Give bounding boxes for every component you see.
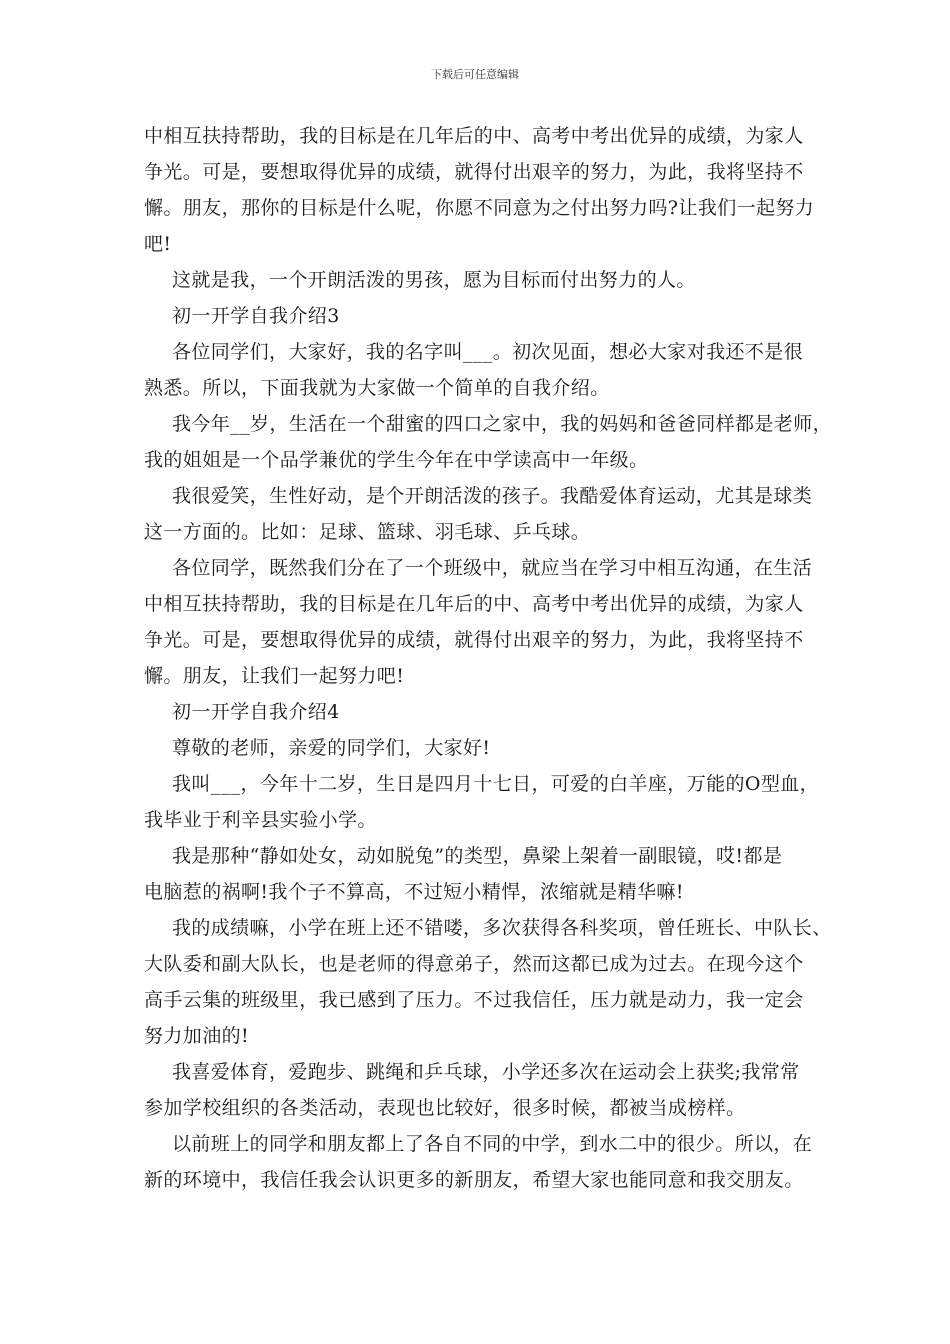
text-line: 这就是我，一个开朗活泼的男孩，愿为目标而付出努力的人。 xyxy=(172,269,696,291)
text-line: 电脑惹的祸啊!我个子不算高，不过短小精悍，浓缩就是精华嘛! xyxy=(144,881,684,903)
text-line: 大队委和副大队长，也是老师的得意弟子，然而这都已成为过去。在现今这个 xyxy=(144,953,804,975)
text-line: 各位同学们，大家好，我的名字叫___。初次见面，想必大家对我还不是很 xyxy=(172,341,804,363)
text-line: 我是那种“静如处女，动如脱兔”的类型，鼻梁上架着一副眼镜，哎!都是 xyxy=(172,845,783,867)
text-line: 我今年__岁，生活在一个甜蜜的四口之家中，我的妈妈和爸爸同样都是老师， xyxy=(172,413,833,435)
text-line: 我很爱笑，生性好动，是个开朗活泼的孩子。我酷爱体育运动，尤其是球类 xyxy=(172,485,813,507)
text-line: 中相互扶持帮助，我的目标是在几年后的中、高考中考出优异的成绩，为家人 xyxy=(144,125,804,147)
text-line: 争光。可是，要想取得优异的成绩，就得付出艰辛的努力，为此，我将坚持不 xyxy=(144,161,804,183)
page-header: 下载后可任意编辑 xyxy=(431,68,519,81)
text-line: 我的姐姐是一个品学兼优的学生今年在中学读高中一年级。 xyxy=(144,449,649,471)
text-line: 尊敬的老师，亲爱的同学们，大家好! xyxy=(172,737,491,759)
text-line: 以前班上的同学和朋友都上了各自不同的中学，到水二中的很少。所以，在 xyxy=(172,1133,813,1155)
document-body xyxy=(144,118,833,1198)
text-line: 初一开学自我介绍3 xyxy=(172,305,340,327)
text-line: 争光。可是，要想取得优异的成绩，就得付出艰辛的努力，为此，我将坚持不 xyxy=(144,629,804,651)
text-line: 吧! xyxy=(144,233,172,255)
text-line: 初一开学自我介绍4 xyxy=(172,701,340,723)
text-line: 高手云集的班级里，我已感到了压力。不过我信任，压力就是动力，我一定会 xyxy=(144,989,804,1011)
text-line: 我喜爱体育，爱跑步、跳绳和乒乓球，小学还多次在运动会上获奖;我常常 xyxy=(172,1061,800,1083)
text-line: 我叫___，今年十二岁，生日是四月十七日，可爱的白羊座，万能的O型血， xyxy=(172,773,820,795)
text-line: 努力加油的! xyxy=(144,1025,250,1047)
text-line: 这一方面的。比如：足球、篮球、羽毛球、乒乓球。 xyxy=(144,521,591,543)
text-line: 参加学校组织的各类活动，表现也比较好，很多时候，都被当成榜样。 xyxy=(144,1097,746,1119)
text-line: 熟悉。所以，下面我就为大家做一个简单的自我介绍。 xyxy=(144,377,610,399)
text-line: 我毕业于利辛县实验小学。 xyxy=(144,809,377,831)
text-line: 新的环境中，我信任我会认识更多的新朋友，希望大家也能同意和我交朋友。 xyxy=(144,1169,804,1191)
text-line: 懈。朋友，让我们一起努力吧! xyxy=(144,665,405,687)
text-line: 懈。朋友，那你的目标是什么呢，你愿不同意为之付出努力吗?让我们一起努力 xyxy=(144,197,815,219)
text-line: 各位同学，既然我们分在了一个班级中，就应当在学习中相互沟通，在生活 xyxy=(172,557,813,579)
text-line: 中相互扶持帮助，我的目标是在几年后的中、高考中考出优异的成绩，为家人 xyxy=(144,593,804,615)
text-line: 我的成绩嘛，小学在班上还不错喽，多次获得各科奖项，曾任班长、中队长、 xyxy=(172,917,832,939)
